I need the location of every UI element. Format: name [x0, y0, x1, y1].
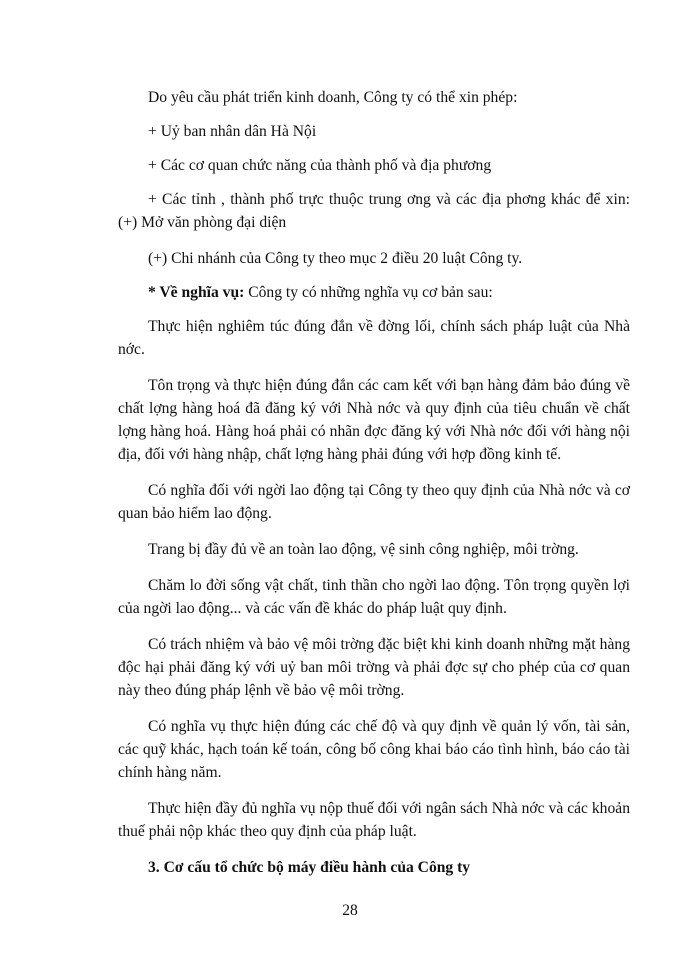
page-number: 28: [342, 902, 358, 919]
duty-paragraph: Có nghĩa vụ thực hiện đúng các chế độ và quy định về quản lý vốn, tài sản, các quỹ khác, hạch toán kế toán, công bố công khai báo cáo tình hình, báo cáo tài chính hàng năm.: [118, 718, 630, 781]
duty-paragraph: Thực hiện đầy đủ nghĩa vụ nộp thuế đối với ngân sách Nhà nớc và các khoản thuế phải nộp khác theo quy định của pháp luật.: [118, 800, 630, 840]
page-content: [118, 86, 630, 879]
permission-item-agencies: + Các cơ quan chức năng của thành phố và địa phương: [148, 157, 492, 174]
duty-paragraph: Có trách nhiệm và bảo vệ môi trờng đặc biệt khi kinh doanh những mặt hàng độc hại phải đăng ký với uỷ ban môi trờng và phải đợc sự cho phép của cơ quan này theo đúng pháp lệnh về bảo vệ môi trờng.: [118, 636, 630, 699]
duty-paragraph: Thực hiện nghiêm túc đúng đắn về đờng lối, chính sách pháp luật của Nhà nớc.: [118, 318, 630, 358]
duty-paragraph: Trang bị đầy đủ về an toàn lao động, vệ sinh công nghiệp, môi trờng.: [148, 541, 579, 558]
permission-item-branch: (+) Chi nhánh của Công ty theo mục 2 điều 20 luật Công ty.: [148, 250, 523, 267]
obligations-text: Công ty có những nghĩa vụ cơ bản sau:: [244, 284, 493, 301]
duty-paragraph: Tôn trọng và thực hiện đúng đắn các cam kết với bạn hàng đảm bảo đúng về chất lợng hàng hoá đã đăng ký với Nhà nớc và quy định của tiêu chuẩn về chất lợng hàng hoá. Hàng hoá phải có nhãn đợc đăng ký với Nhà nớc đối với hàng nội địa, đối với hàng nhập, chất lợng hàng phải đúng với hợp đồng kinh tế.: [118, 377, 630, 463]
obligations-lead: * Về nghĩa vụ:: [148, 284, 245, 301]
duty-paragraph: Chăm lo đời sống vật chất, tinh thần cho ngời lao động. Tôn trọng quyền lợi của ngời lao động... và các vấn đề khác do pháp luật quy định.: [118, 577, 630, 617]
section-heading: 3. Cơ cấu tổ chức bộ máy điều hành của Công ty: [148, 859, 471, 876]
duty-paragraph: Có nghĩa đối với ngời lao động tại Công ty theo quy định của Nhà nớc và cơ quan bảo hiểm lao động.: [118, 482, 630, 522]
intro-paragraph: Do yêu cầu phát triển kinh doanh, Công ty có thể xin phép:: [148, 89, 518, 106]
obligations-intro: [118, 281, 630, 304]
permission-item-hanoi: + Uỷ ban nhân dân Hà Nội: [148, 123, 317, 140]
permission-item-provinces: + Các tỉnh , thành phố trực thuộc trung ơng và các địa phơng khác để xin: (+) Mở văn phòng đại diện: [118, 191, 630, 231]
